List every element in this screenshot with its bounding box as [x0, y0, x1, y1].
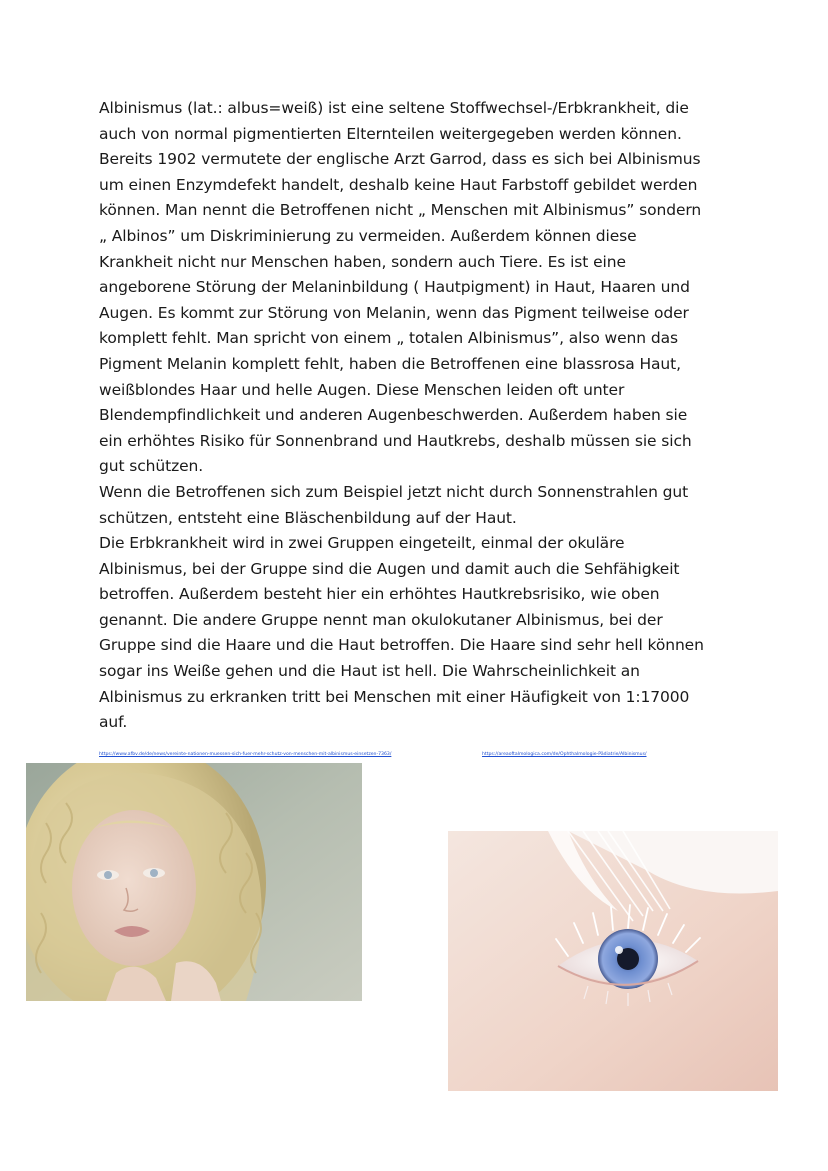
- text-line-6: „ Albinos” um Diskriminierung zu vermeiden. Außerdem können diese: [99, 226, 637, 245]
- text-line-7: Krankheit nicht nur Menschen haben, sondern auch Tiere. Es ist eine: [99, 252, 626, 271]
- text-line-16: Wenn die Betroffenen sich zum Beispiel jetzt nicht durch Sonnenstrahlen gut: [99, 482, 689, 501]
- text-line-20: betroffen. Außerdem besteht hier ein erhöhtes Hautkrebsrisiko, wie oben: [99, 585, 660, 604]
- text-line-9: Augen. Es kommt zur Störung von Melanin, wenn das Pigment teilweise oder: [99, 303, 689, 322]
- text-line-18: Die Erbkrankheit wird in zwei Gruppen eingeteilt, einmal der okuläre: [99, 534, 625, 553]
- text-line-5: können. Man nennt die Betroffenen nicht „ Menschen mit Albinismus” sondern: [99, 201, 702, 220]
- text-line-12: weißblondes Haar und helle Augen. Diese Menschen leiden oft unter: [99, 380, 625, 399]
- source-link-areaoftalmologica[interactable]: https://areaoftalmologica.com/de/Ophthalmologie-Pädiatrie/Albinismus/: [482, 752, 647, 757]
- text-line-10: komplett fehlt. Man spricht von einem „ totalen Albinismus”, also wenn das: [99, 329, 678, 348]
- text-line-11: Pigment Melanin komplett fehlt, haben die Betroffenen eine blassrosa Haut,: [99, 354, 681, 373]
- text-line-17: schützen, entsteht eine Bläschenbildung auf der Haut.: [99, 508, 517, 527]
- blue-eye-illustration: [448, 831, 778, 1091]
- text-line-24: Albinismus zu erkranken tritt bei Menschen mit einer Häufigkeit von 1:17000: [99, 687, 690, 706]
- albino-child-photo: [26, 763, 362, 1001]
- albino-child-illustration: [26, 763, 362, 1001]
- text-line-25: auf.: [99, 713, 128, 732]
- body-text: [99, 96, 749, 736]
- text-line-19: Albinismus, bei der Gruppe sind die Augen und damit auch die Sehfähigkeit: [99, 559, 680, 578]
- text-line-2: auch von normal pigmentierten Elternteilen weitergegeben werden können.: [99, 124, 682, 143]
- text-line-13: Blendempfindlichkeit und anderen Augenbeschwerden. Außerdem haben sie: [99, 406, 688, 425]
- text-line-21: genannt. Die andere Gruppe nennt man okulokutaner Albinismus, bei der: [99, 610, 663, 629]
- text-line-1: Albinismus (lat.: albus=weiß) ist eine seltene Stoffwechsel-/Erbkrankheit, die: [99, 99, 689, 117]
- text-line-23: sogar ins Weiße gehen und die Haut ist hell. Die Wahrscheinlichkeit an: [99, 662, 640, 681]
- text-line-8: angeborene Störung der Melaninbildung ( Hautpigment) in Haut, Haaren und: [99, 278, 690, 297]
- text-line-15: gut schützen.: [99, 457, 204, 476]
- text-line-22: Gruppe sind die Haare und die Haut betroffen. Die Haare sind sehr hell können: [99, 636, 704, 655]
- blue-eye-photo: [448, 831, 778, 1091]
- text-line-4: um einen Enzymdefekt handelt, deshalb keine Haut Farbstoff gebildet werden: [99, 175, 698, 194]
- text-line-14: ein erhöhtes Risiko für Sonnenbrand und Hautkrebs, deshalb müssen sie sich: [99, 431, 692, 450]
- source-links: [99, 751, 749, 763]
- text-line-3: Bereits 1902 vermutete der englische Arzt Garrod, dass es sich bei Albinismus: [99, 150, 701, 169]
- source-link-afbv[interactable]: https://www.afbv.de/de/news/vereinte-nationen-muessen-sich-fuer-mehr-schutz-von-menschen-mit-albinismus-einsetzen-7363/: [99, 752, 392, 757]
